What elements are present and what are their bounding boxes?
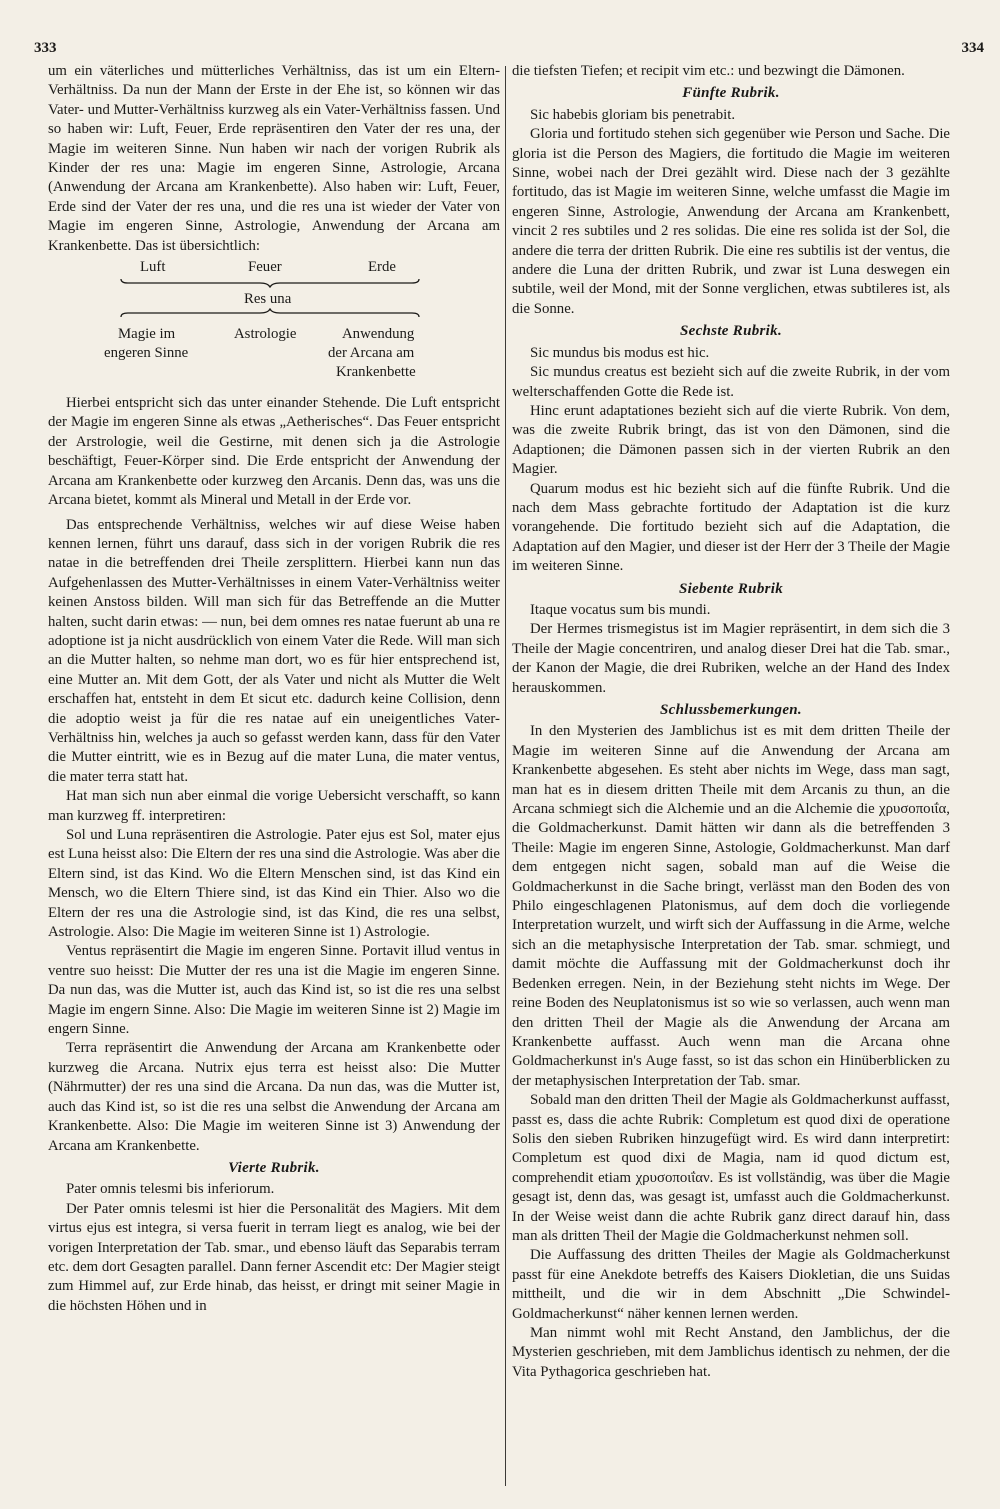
paragraph: Sic mundus bis modus est hic. [530, 344, 710, 361]
scheme-luft: Luft [140, 259, 166, 276]
correspondence-scheme [48, 258, 500, 390]
paragraph: Sic habebis gloriam bis penetrabit. [530, 106, 736, 123]
paragraph: Pater omnis telesmi bis inferiorum. [66, 1181, 275, 1198]
scheme-anwendung-2: der Arcana am [328, 345, 415, 362]
paragraph: Ventus repräsentirt die Magie im engeren Sinne. Portavit illud ventus in ventre suo heisst: Die Mutter der res una ist die Magie im engeren Sinne. Da nun das, was die Mutter ist, auch das Kind ist, so ist die res una selbst Magie im engern Sinne. Also: Die Magie im weiteren Sinne ist 2) Magie im engern Sinne. [48, 943, 500, 1038]
paragraph: um ein väterliches und mütterliches Verhältniss, das ist um ein Eltern-Verhältniss. Da nun der Mann der Erste in der Ehe ist, so können wir das Vater- und Mutter-Verhältniss kurzweg als ein Vater-Verhältniss fassen. Und so haben wir: Luft, Feuer, Erde repräsentiren den Vater der res una, der Magie im weiteren Sinne. Nun haben wir nach der vorigen Rubrik als Kinder der res una: Magie im engeren Sinne, Astrologie, Arcana (Anwendung der Arcana am Krankenbette). Also haben wir: Luft, Feuer, Erde sind der Vater der res una, und die res una ist wieder der Vater von Magie im engeren Sinne, Astrologie, Anwendung der Arcana am Krankenbette. Das ist übersichtlich: [48, 63, 500, 254]
section-heading: Siebente Rubrik [678, 580, 784, 597]
paragraph: Terra repräsentirt die Anwendung der Arcana am Krankenbette oder kurzweg die Arcana. Nutrix ejus terra est heisst also: Die Mutter (Nährmutter) der res una sind die Arcana. Da nun das, was die Mutter ist, auch das Kind ist, so ist die res una selbst die Anwendung der Arcana am Krankenbette. Also: Die Magie im weiteren Sinne ist 3) Anwendung der Arcana am Krankenbette. [48, 1040, 500, 1154]
paragraph: die tiefsten Tiefen; et recipit vim etc.: und bezwingt die Dämonen. [512, 63, 905, 79]
scheme-anwendung-3: Krankenbette [336, 364, 416, 381]
paragraph: Sol und Luna repräsentiren die Astrologie. Pater ejus est Sol, mater ejus est Luna heisst also: Die Eltern der res una sind die Astrologie. Was aber die Eltern sind, ist das Kind. Wo die Eltern Menschen sind, ist das Kind ein Mensch, wo die Eltern Thiere sind, ist das Kind ein Thier. Also wo die Eltern der res una die Astrologie sind, ist das Kind, die res una selbst, Astrologie. Also: Die Magie im weiteren Sinne ist 1) Astrologie. [48, 827, 500, 941]
paragraph: Gloria und fortitudo stehen sich gegenüber wie Person und Sache. Die gloria ist die Person des Magiers, die fortitudo die Magie im weiteren Sinne, wobei nach der Drei gezählt wird. Diese nach der 3 gezählte fortitudo, das ist Magie im weiteren Sinne, welche umfasst die Magie im engeren Sinne, Astrologie, Anwendung der Arcana am Krankenbett, vincit 2 res subtiles und 2 res solidas. Die eine res solida ist der Sol, die andere die terra der dritten Rubrik. Die eine res subtilis ist der ventus, die andere die Luna der dritten Rubrik, und zwar ist Luna deswegen ein subtile, weil der Mond, mit der Sonne verglichen, etwas subtileres ist, als die Sonne. [512, 126, 950, 317]
paragraph: Quarum modus est hic bezieht sich auf die fünfte Rubrik. Und die nach dem Mass gebrachte fortitudo der Adaptation ist die kurz vorangehende. Die fortitudo bezieht sich auf die Adaptation, die Adaptation auf den Magier, und dieser ist der Herr der 3 Theile der Magie im weiteren Sinne. [512, 480, 950, 575]
paragraph: Sic mundus creatus est bezieht sich auf die zweite Rubrik, in der vom welterschaffenden Gotte die Rede ist. [512, 364, 950, 400]
scheme-erde: Erde [368, 259, 396, 276]
paragraph: Das entsprechende Verhältniss, welches wir auf diese Weise haben kennen lernen, führt uns darauf, dass sich in der vorigen Rubrik die res natae in die betreffenden drei Theile zersplittern. Hierbei kann nun das Aufgehenlassen des Mutter-Verhältnisses in einem Vater-Verhältniss weiter keinen Anstoss bilden. Will man sich für das Betreffende an die Mutter halten, sucht darin etwas: — nun, bei dem omnes res natae fuerunt ab una re adoptione ist ja nicht ausdrücklich von einem Vater die Rede. Will man sich an die Mutter halten, so nehme man dort, wo es für hier entsprechend ist, eine Mutter an. Mit dem Gott, der als Vater und nicht als Mutter die Welt erschaffen hat, entsteht in dem Et sicut etc. dadurch keine Collision, denn die adoptio weist ja für die res natae auf ein uneigentliches Vater-Verhältniss hin, welches ja auch so gefasst werden kann, dass für den Vater die Mutter eintritt, wie es in Bezug auf die mater Luna, die mater ventus, die mater terra statt hat. [48, 516, 500, 785]
scheme-magie-2: engeren Sinne [104, 345, 189, 362]
paragraph: Sobald man den dritten Theil der Magie als Goldmacherkunst auffasst, passt es, dass die achte Rubrik: Completum est quod dixi de operatione Solis den sieben Rubriken hinzugefügt wird. Es wird dann interpretirt: Completum est quod dixi de Magia, nam id quod dictum est, comprehendit etiam χρυσοποιΐαν. Es ist vollständig, was über die Magie gesagt ist, denn das, was gesagt ist, umfasst auch die Goldmacherkunst. In der Weise weist dann die achte Rubrik ganz direct darauf hin, dass man als dritten Theil der Magie die Goldmacherkunst nehmen soll. [512, 1092, 950, 1244]
paragraph: Der Hermes trismegistus ist im Magier repräsentirt, in dem sich die 3 Theile der Magie concentriren, und analog dieser Drei hat die Tab. smar., der Kanon der Magie, die drei Rubriken, welche an der Hand des Index herauskommen. [512, 621, 950, 696]
scheme-magie-1: Magie im [118, 326, 176, 343]
left-column [48, 62, 500, 1316]
section-heading: Fünfte Rubrik. [682, 85, 780, 102]
scheme-feuer: Feuer [248, 259, 282, 276]
section-heading: Sechste Rubrik. [679, 323, 782, 340]
scheme-astrologie: Astrologie [234, 326, 297, 343]
section-heading: Vierte Rubrik. [228, 1159, 320, 1176]
paragraph: Die Auffassung des dritten Theiles der Magie als Goldmacherkunst passt für eine Anekdote betreffs des Kaisers Diokletian, die uns Suidas mittheilt, und die wir in dem Abschnitt „Die Schwindel-Goldmacherkunst“ näher kennen lernen werden. [512, 1247, 950, 1322]
paragraph: Itaque vocatus sum bis mundi. [530, 601, 711, 618]
paragraph: Hierbei entspricht sich das unter einander Stehende. Die Luft entspricht der Magie im engeren Sinne als etwas „Aetherisches“. Das Feuer entspricht der Arstrologie, weil die Gestirne, mit denen sich ja die Astrologie beschäftigt, Feuer-Körper sind. Die Erde entspricht der Anwendung der Arcana am Krankenbette oder kurzweg den Arcanis. Denn das, was uns die Arcana bietet, kommt als Mineral und Metall in der Erde vor. [48, 395, 500, 509]
paragraph: Man nimmt wohl mit Recht Anstand, den Jamblichus, der die Mysterien geschrieben, mit dem Jamblichus identisch zu nehmen, der die Vita Pythagorica geschrieben hat. [512, 1325, 950, 1380]
page-number-right: 334 [961, 40, 984, 56]
section-heading: Schlussbemerkungen. [660, 702, 802, 718]
paragraph: Der Pater omnis telesmi ist hier die Personalität des Magiers. Mit dem virtus ejus est integra, si versa fuerit in terram liegt es analog, wie bei der vorigen Interpretation der Tab. smar., und ebenso läuft das Separabis terram etc. dem dort Gesagten parallel. Dann ferner Ascendit etc: Der Magier steigt zum Himmel auf, zur Erde hinab, das heisst, er dringt mit seiner Magie in die höchsten Höhen und in [48, 1200, 500, 1314]
upper-brace [120, 278, 420, 288]
column-divider [505, 66, 506, 1486]
paragraph: In den Mysterien des Jamblichus ist es mit dem dritten Theile der Magie im weiteren Sinne auf die Anwendung der Arcana am Krankenbette abgesehen. Es steht aber nichts im Wege, dass man sagt, man hat es in diesem dritten Theile mit dem Arcanis zu thun, an die Arcana schmiegt sich die Alchemie und an die Alchemie die χρυσοποιΐα, die Goldmacherkunst. Damit hätten wir dann als die betreffenden 3 Theile: Magie im engeren Sinne, Astologie, Goldmacherkunst. Man darf dem entgegen nicht sagen, sobald man auf die Weise die Goldmacherkunst in die Sache bringt, verlässt man den Boden des von Philo eingeschlagenen Platonismus, auf dem doch die vorliegende Interpretation wurzelt, und wirft sich der Auffassung in die Arme, welche sich an die metaphysische Interpretation der Tab. smar. schmiegt, und damit möchte die Auffassung mit der Goldmacherkunst doch ihr Bedenken erregen. Nein, in der Beziehung steht nichts im Wege. Der reine Boden des Neuplatonismus ist so wie so verlassen, auch wenn man den dritten Theil der Magie als die Anwendung der Arcana am Krankenbette auffasst. Auch wenn man die Arcana ohne Goldmacherkunst in's Auge fasst, so ist das schon ein Hinüberblicken zu der metaphysischen Interpretation der Tab. smar. [512, 723, 950, 1089]
right-column [512, 62, 950, 1382]
lower-brace [120, 308, 420, 318]
scheme-anwendung-1: Anwendung [342, 326, 415, 343]
scheme-res-una: Res una [244, 291, 292, 308]
page-number-left: 333 [34, 40, 57, 56]
paragraph: Hinc erunt adaptationes bezieht sich auf die vierte Rubrik. Von dem, was die zweite Rubrik bringt, das ist von den Dämonen, sind die Adaptionen; die Dämonen passen sich in der vierten Rubrik an den Magier. [512, 402, 950, 478]
paragraph: Hat man sich nun aber einmal die vorige Uebersicht verschafft, so kann man kurzweg ff. interpretiren: [48, 788, 500, 824]
